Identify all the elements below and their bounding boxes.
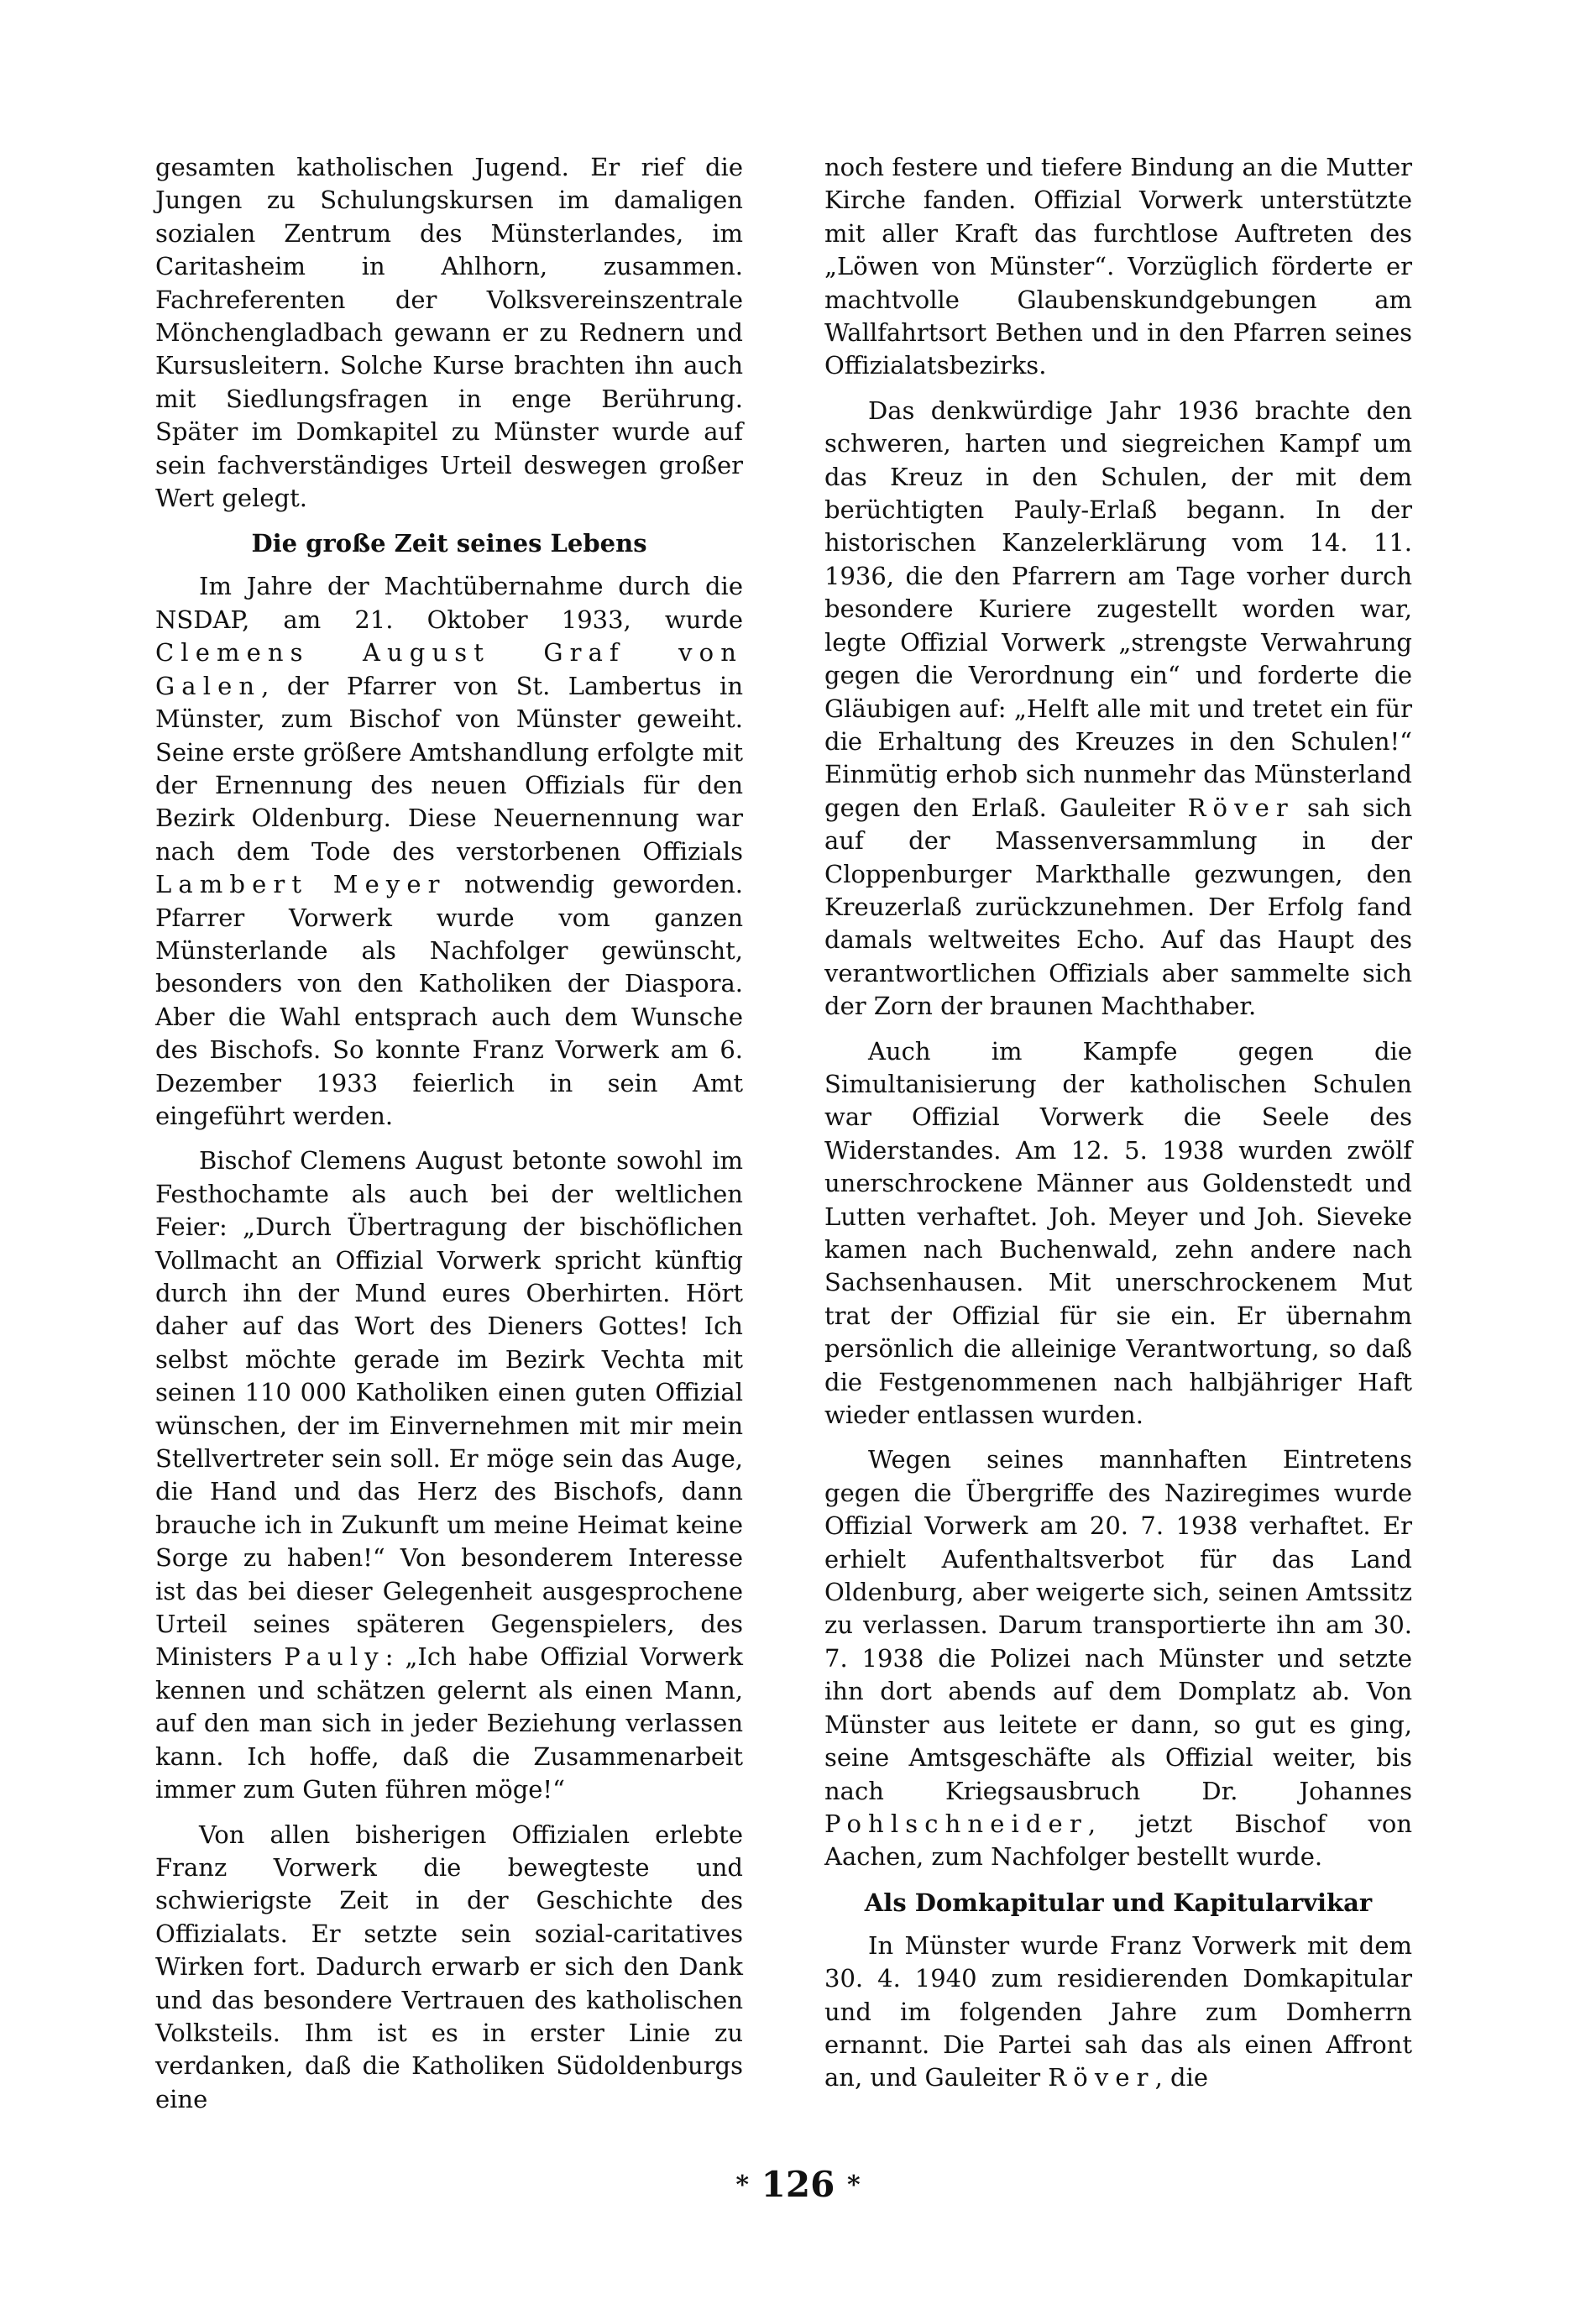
text-run: , die: [1154, 2063, 1209, 2092]
paragraph: noch festere und tiefere Bindung an die Mutter Kirche fanden. Offizial Vorwerk unterstützte mit aller Kraft das furchtlose Auftreten des „Löwen von Münster“. Vorzüglich förderte er machtvolle Glaubenskundgebungen am Wallfahrtsort Bethen und in den Pfarren seines Offizialatsbezirks.: [824, 153, 1412, 380]
right-column: [824, 151, 1412, 2107]
paragraph: [824, 1930, 1412, 2095]
section-heading: Die große Zeit seines Lebens: [251, 529, 647, 558]
page-footer: [0, 2164, 1596, 2207]
text-run: Im Jahre der Machtübernahme durch die NSDAP, am 21. Oktober 1933, wurde: [155, 572, 743, 634]
paragraph: Von allen bisherigen Offizialen erlebte Franz Vorwerk die bewegteste und schwierigste Zeit in der Geschichte des Offizialats. Er setzte sein sozial-caritatives Wirken fort. Dadurch erwarb er sich den Dank und das besondere Vertrauen des katholischen Volksteils. Ihm ist es in erster Linie zu verdanken, daß die Katholiken Südoldenburgs eine: [155, 1820, 743, 2113]
emphasized-name: Pauly: [284, 1642, 385, 1672]
paragraph: [824, 395, 1412, 1024]
text-run: Bischof Clemens August betonte sowohl im Festhochamte als auch bei der weltlichen Feier: „Durch Übertragung der bischöflichen Vollmacht an Offizial Vorwerk spricht künftig durch ihn der Mund eures Oberhirten. Hört daher auf das Wort des Dieners Gottes! Ich selbst möchte gerade im Bezirk Vechta mit seinen 110 000 Katholiken einen guten Offizial wünschen, der im Einvernehmen mit mir mein Stellvertreter sein soll. Er möge sein das Auge, die Hand und das Herz des Bischofs, dann brauche ich in Zukunft um meine Heimat keine Sorge zu haben!“ Von besonderem Interesse ist das bei dieser Gelegenheit ausgesprochene Urteil seines späteren Gegenspielers, des Ministers: [155, 1146, 743, 1672]
text-run: : „Ich habe Offizial Vorwerk kennen und schätzen gelernt als einen Mann, auf den man sich in jeder Beziehung verlassen kann. Ich hoffe, daß die Zusammenarbeit immer zum Guten führen möge!“: [155, 1642, 743, 1804]
text-run: In Münster wurde Franz Vorwerk mit dem 30. 4. 1940 zum residierenden Domkapitular und im folgenden Jahre zum Domherrn ernannt. Die Partei sah das als einen Affront an, und Gauleiter: [824, 1930, 1412, 2092]
text-run: Wegen seines mannhaften Eintretens gegen die Übergriffe des Naziregimes wurde Offizial Vorwerk am 20. 7. 1938 verhaftet. Er erhielt Aufenthaltsverbot für das Land Oldenburg, aber weigerte sich, seinen Amtssitz zu verlassen. Darum transportierte ihn am 30. 7. 1938 die Polizei nach Münster und setzte ihn dort abends auf dem Domplatz ab. Von Münster aus leitete er dann, so gut es ging, seine Amtsgeschäfte als Offizial weiter, bis nach Kriegsausbruch Dr. Johannes: [824, 1445, 1412, 1805]
page-number: 126: [761, 2164, 835, 2205]
emphasized-name: Pohlschneider: [824, 1809, 1088, 1838]
star-ornament-right: *: [846, 2171, 861, 2200]
section-heading: Als Domkapitular und Kapitularvikar: [864, 1888, 1373, 1917]
star-ornament-left: *: [735, 2171, 750, 2200]
text-run: , der Pfarrer von St. Lambertus in Münster, zum Bischof von Münster geweiht. Seine erste größere Amtshandlung erfolgte mit der Ernennung des neuen Offizials für den Bezirk Oldenburg. Diese Neuernennung war nach dem Tode des verstorbenen Offizials: [155, 671, 743, 866]
paragraph: [824, 1443, 1412, 1873]
emphasized-name: Röver: [1187, 793, 1295, 822]
emphasized-name: Clemens August Graf von Galen: [155, 638, 743, 700]
emphasized-name: Lambert Meyer: [155, 870, 447, 899]
paragraph: [155, 570, 743, 1133]
text-run: Das denkwürdige Jahr 1936 brachte den schweren, harten und siegreichen Kampf um das Kreuz in den Schulen, der mit dem berüchtigten Pauly-Erlaß begann. In der historischen Kanzelerklärung vom 14. 11. 1936, die den Pfarrern am Tage vorher durch besondere Kuriere zugestellt worden war, legte Offizial Vorwerk „strengste Verwahrung gegen die Verordnung ein“ und forderte die Gläubigen auf: „Helft alle mit und tretet ein für die Erhaltung des Kreuzes in den Schulen!“ Einmütig erhob sich nunmehr das Münsterland gegen den Erlaß. Gauleiter: [824, 395, 1412, 822]
paragraph: gesamten katholischen Jugend. Er rief die Jungen zu Schulungskursen im damaligen sozialen Zentrum des Münsterlandes, im Caritasheim in Ahlhorn, zusammen. Fachreferenten der Volksvereinszentrale Mönchengladbach gewann er zu Rednern und Kursusleitern. Solche Kurse brachten ihn auch mit Siedlungsfragen in enge Berührung. Später im Domkapitel zu Münster wurde auf sein fachverständiges Urteil deswegen großer Wert gelegt.: [155, 153, 743, 513]
emphasized-name: Röver: [1048, 2063, 1155, 2092]
paragraph: Auch im Kampfe gegen die Simultanisierung der katholischen Schulen war Offizial Vorwerk die Seele des Widerstandes. Am 12. 5. 1938 wurden zwölf unerschrockene Männer aus Goldenstedt und Lutten verhaftet. Joh. Meyer und Joh. Sieveke kamen nach Buchenwald, zehn andere nach Sachsenhausen. Mit unerschrockenem Mut trat der Offizial für sie ein. Er übernahm persönlich die alleinige Verantwortung, so daß die Festgenommenen nach halbjähriger Haft wieder entlassen wurden.: [824, 1036, 1412, 1430]
text-run: , jetzt Bischof von Aachen, zum Nachfolger bestellt wurde.: [824, 1809, 1412, 1872]
text-run: sah sich auf der Massenversammlung in der Cloppenburger Markthalle gezwungen, den Kreuzerlaß zurückzunehmen. Der Erfolg fand damals weltweites Echo. Auf das Haupt des verantwortlichen Offizials aber sammelte sich der Zorn der braunen Machthaber.: [824, 793, 1412, 1021]
text-run: notwendig geworden. Pfarrer Vorwerk wurde vom ganzen Münsterlande als Nachfolger gewünscht, besonders von den Katholiken der Diaspora. Aber die Wahl entsprach auch dem Wunsche des Bischofs. So konnte Franz Vorwerk am 6. Dezember 1933 feierlich in sein Amt eingeführt werden.: [155, 870, 743, 1130]
paragraph: [155, 1144, 743, 1806]
left-column: [155, 151, 743, 2128]
